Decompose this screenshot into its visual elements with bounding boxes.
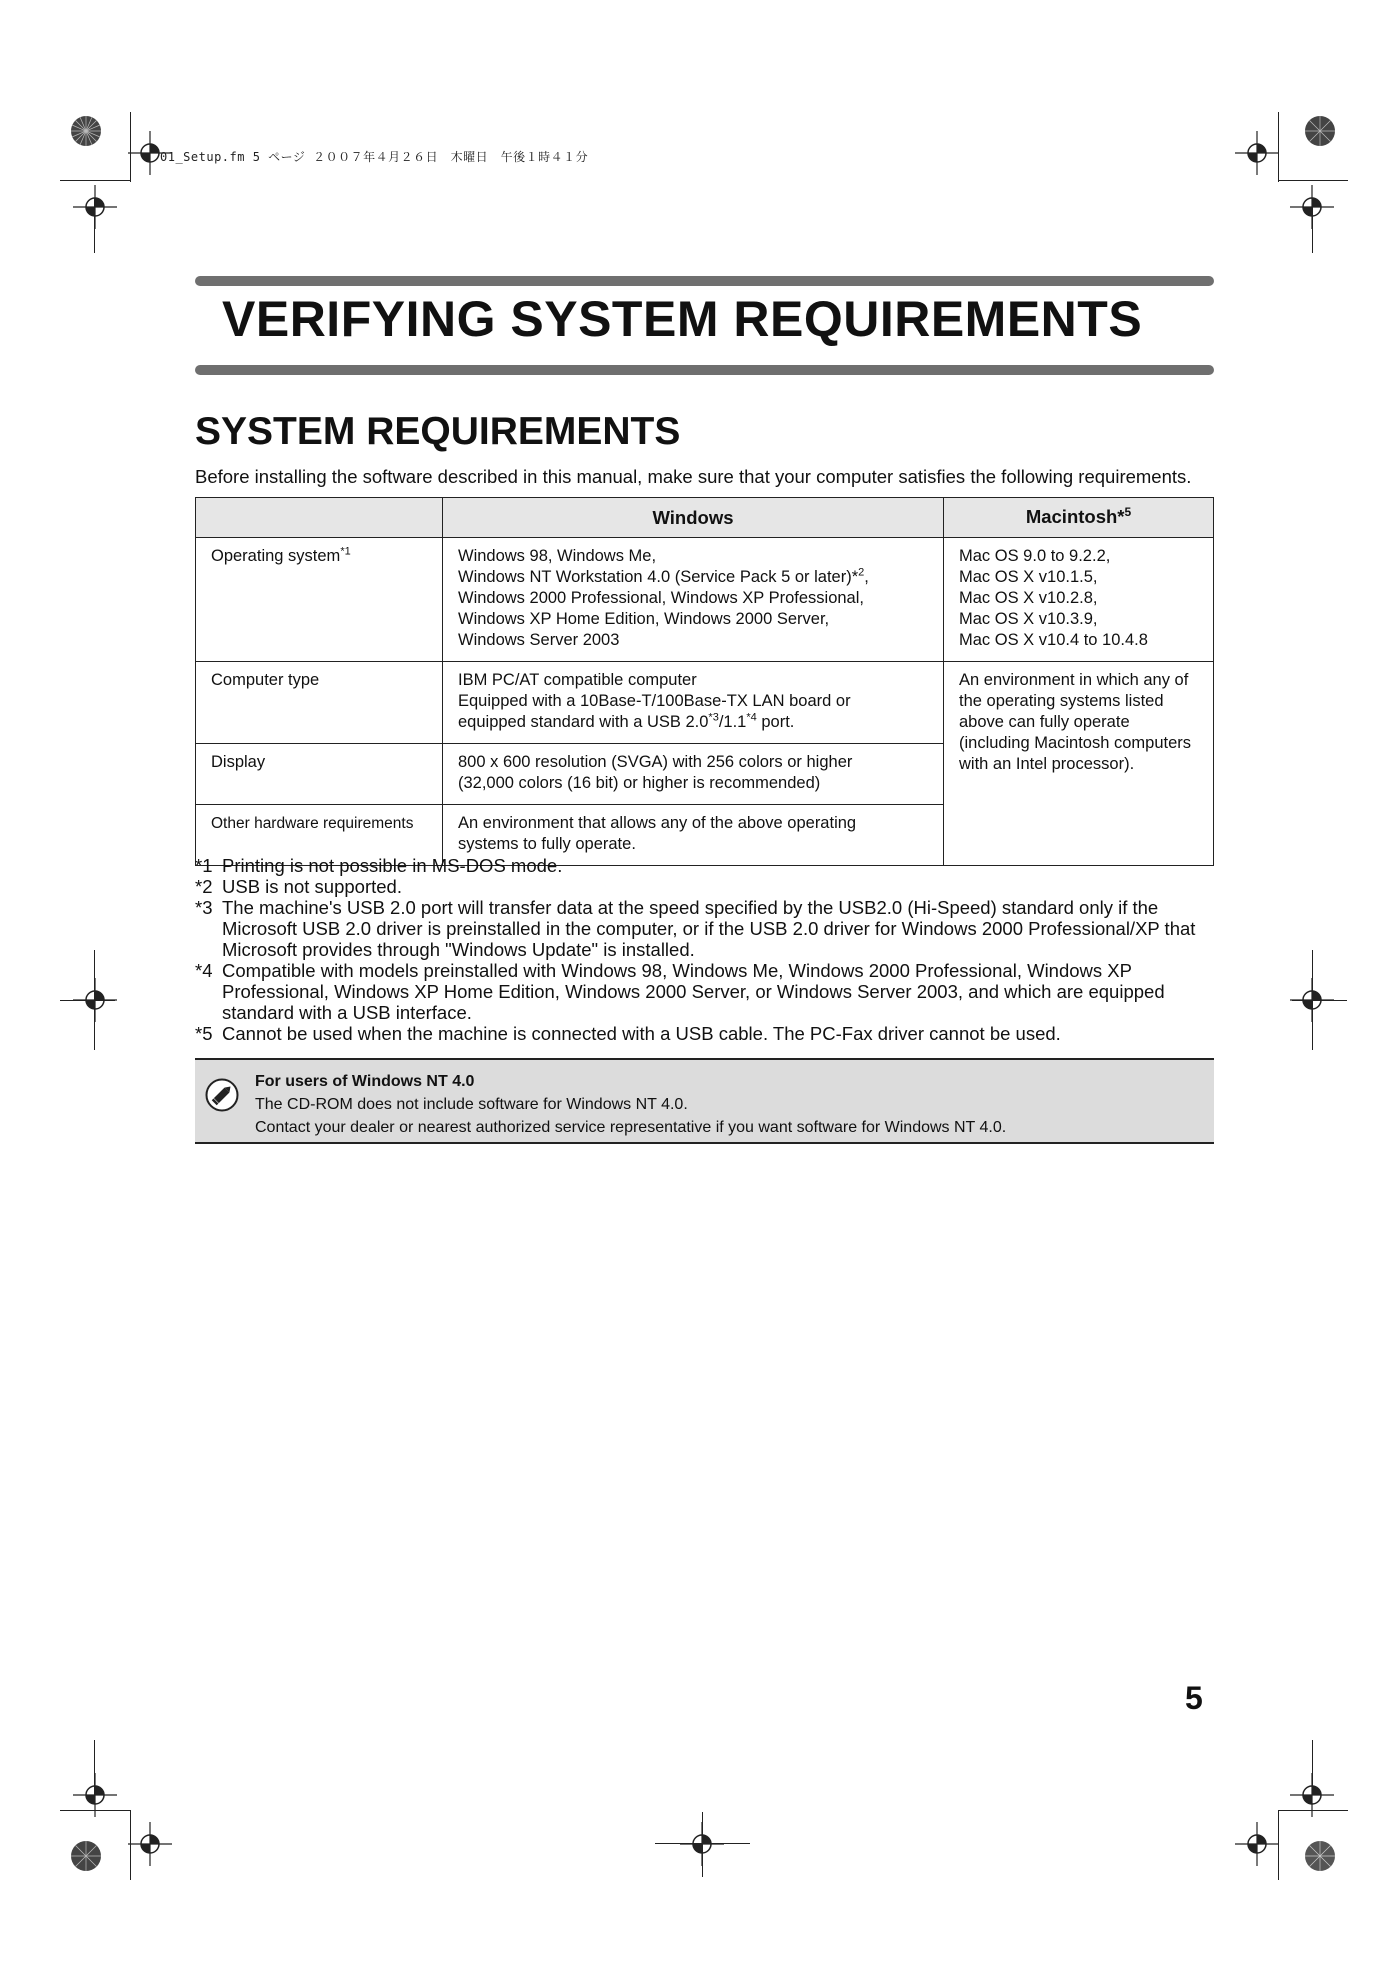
windows-cell: 800 x 600 resolution (SVGA) with 256 colors or higher (32,000 colors (16 bit) or higher is recommended) [443, 744, 944, 805]
mac-cell: Mac OS 9.0 to 9.2.2, Mac OS X v10.1.5, Mac OS X v10.2.8, Mac OS X v10.3.9, Mac OS X v10.4 to 10.4.8 [944, 538, 1214, 662]
crop-line [60, 180, 130, 181]
section-title: SYSTEM REQUIREMENTS [195, 410, 681, 453]
crop-line [130, 112, 131, 182]
crop-line [94, 1740, 95, 1795]
footnote: *1 Printing is not possible in MS-DOS mode. [195, 855, 563, 876]
windows-cell: An environment that allows any of the above operating systems to fully operate. [443, 805, 944, 866]
notice-line: The CD-ROM does not include software for Windows NT 4.0. [255, 1096, 688, 1113]
registration-mark [1302, 113, 1338, 149]
footnote: *2 USB is not supported. [195, 876, 402, 897]
crop-line [130, 1810, 131, 1880]
crop-line [1278, 180, 1348, 181]
notice-heading: For users of Windows NT 4.0 [255, 1073, 475, 1090]
crop-line [60, 1000, 115, 1001]
crop-line [1312, 198, 1313, 253]
page-number: 5 [1185, 1680, 1203, 1716]
footnote: *5 Cannot be used when the machine is connected with a USB cable. The PC-Fax driver cannot be used. [195, 1023, 1061, 1044]
crop-line [702, 1812, 703, 1877]
crosshair-mark [1235, 131, 1279, 175]
row-label: Operating system$^{*1}$ [196, 538, 443, 662]
windows-cell: Windows 98, Windows Me, Windows NT Workstation 4.0 (Service Pack 5 or later)*$^2$, Windows 2000 Professional, Windows XP Professional, Windows XP Home Edition, Windows 2000 Server, Windows Server 2003 [443, 538, 944, 662]
title-rule-bottom [195, 365, 1214, 375]
footnotes [195, 855, 1220, 1044]
intro-text: Before installing the software described in this manual, make sure that your computer satisfies the following requirements. [195, 466, 1192, 487]
crop-line [94, 198, 95, 253]
footnote: *4 Compatible with models preinstalled with Windows 98, Windows Me, Windows 2000 Professional, Windows XP Professional, Windows XP Home Edition, Windows 2000 Server, or Windows Server 2003, and which are equipped standard with a USB interface. [195, 960, 1165, 1023]
row-label: Display [196, 744, 443, 805]
windows-cell: IBM PC/AT compatible computer Equipped with a 10Base-T/100Base-TX LAN board or equipped standard with a USB 2.0$^{*3}$/1.1$^{*4}$ port. [443, 662, 944, 744]
crop-line [1278, 112, 1279, 182]
crop-line [1278, 1810, 1348, 1811]
print-header-stamp: 01_Setup.fm 5 ページ ２００７年４月２６日 木曜日 午後１時４１分 [160, 150, 589, 164]
notice-line: Contact your dealer or nearest authorized service representative if you want software for Windows NT 4.0. [255, 1119, 1007, 1136]
header-windows: Windows [443, 498, 944, 538]
pencil-note-icon [205, 1078, 239, 1117]
title-rule-top [195, 276, 1214, 286]
page-title: VERIFYING SYSTEM REQUIREMENTS [222, 291, 1143, 347]
requirements-table [195, 497, 1214, 866]
crop-line [1312, 1740, 1313, 1795]
notice-box [195, 1058, 1214, 1144]
crop-line [60, 1810, 130, 1811]
registration-mark [68, 1838, 104, 1874]
crosshair-mark [128, 1822, 172, 1866]
header-macintosh: Macintosh*$^5$ [944, 498, 1214, 538]
crosshair-mark [128, 131, 172, 175]
footnote: *3 The machine's USB 2.0 port will transfer data at the speed specified by the USB2.0 (Hi-Speed) standard only if the Microsoft USB 2.0 driver is preinstalled in the computer, or if the USB 2.0 driver for Windows 2000 Professional/XP that Microsoft provides through "Windows Update" is installed. [195, 897, 1196, 960]
table-row [196, 538, 1214, 662]
registration-mark [68, 113, 104, 149]
crop-line [1292, 1000, 1347, 1001]
notice-text [255, 1070, 1006, 1139]
header-empty-cell [196, 498, 443, 538]
table-row [196, 662, 1214, 744]
crosshair-mark [1235, 1822, 1279, 1866]
table-header-row [196, 498, 1214, 538]
row-label: Other hardware requirements [196, 805, 443, 866]
mac-cell: An environment in which any of the operating systems listed above can fully operate (including Macintosh computers with an Intel processor). [944, 662, 1214, 866]
registration-mark [1302, 1838, 1338, 1874]
row-label: Computer type [196, 662, 443, 744]
crop-line [1278, 1810, 1279, 1880]
